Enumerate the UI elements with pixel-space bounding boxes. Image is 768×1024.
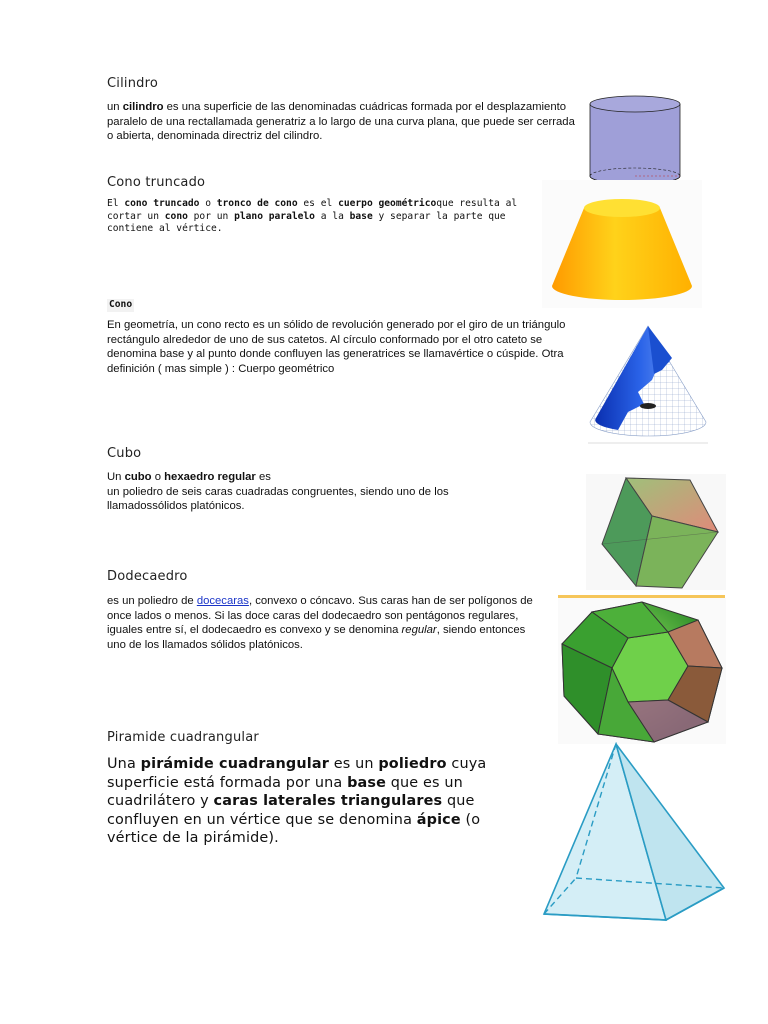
piramide-paragraph: [107, 755, 499, 848]
cono-paragraph: En geometría, un cono recto es un sólido de revolución generado por el giro de un triángulo rectángulo alrededor de uno de sus catetos. Al círculo conformado por el otro cateto se denomina base y al punto donde confluyen las generatrices se llamavértice o cúspide. Otra definición ( mas simple ) : Cuerpo geométrico: [107, 319, 566, 375]
ct-bold-6: base: [349, 210, 373, 222]
dodeca-text-2: , convexo o cóncavo. Sus caras han de ser polígonos de once lados o menos. Si las doce caras del dodecaedro son pentágonos regulares, iguales entre sí, el dodecaedro es convexo y se denomina: [107, 595, 533, 637]
cilindro-heading: Cilindro: [107, 76, 159, 91]
cilindro-text-1: un: [107, 101, 123, 113]
dodecaedro-paragraph: [107, 594, 547, 652]
cono-heading: [107, 299, 134, 312]
square-pyramid-illustration: [540, 742, 730, 924]
cono-heading-text: Cono: [109, 299, 133, 310]
cilindro-paragraph: [107, 100, 577, 144]
cilindro-bold: cilindro: [122, 101, 164, 113]
pir-text-1: Una: [107, 756, 141, 772]
docecaras-link[interactable]: docecaras: [196, 595, 249, 607]
ct-text-1: El: [107, 198, 125, 209]
ct-bold-2: tronco de cono: [216, 198, 298, 209]
dodeca-italic: regular: [401, 624, 437, 637]
pir-text-3: cuya superficie está formada por una: [107, 756, 487, 791]
cone-illustration: [588, 322, 708, 444]
cubo-line-2: un poliedro de seis caras cuadradas congruentes, siendo uno de los llamadossólidos platónicos.: [107, 485, 449, 513]
ct-text-2: o: [199, 198, 217, 209]
cubo-bold-1: cubo: [124, 471, 152, 483]
pir-bold-1: pirámide cuadrangular: [140, 756, 329, 772]
pir-bold-4: caras laterales triangulares: [213, 793, 443, 810]
ct-bold-4: cono: [164, 210, 188, 222]
ct-text-3: es el: [297, 198, 339, 209]
cono-truncado-heading: Cono truncado: [107, 175, 206, 190]
cono-truncado-paragraph: [107, 198, 532, 236]
dodecaedro-heading: Dodecaedro: [107, 569, 188, 584]
ct-text-5: por un: [187, 210, 235, 222]
cubo-text-3: es: [255, 471, 271, 483]
ct-bold-5: plano paralelo: [234, 210, 315, 222]
pir-text-4: que es un cuadrilátero y: [107, 774, 463, 810]
piramide-heading: Piramide cuadrangular: [107, 730, 259, 745]
pir-text-5: que confluyen en un vértice que se denomina: [107, 793, 475, 828]
ct-text-4: que resulta al cortar un: [107, 198, 518, 222]
pir-text-2: es un: [328, 756, 379, 772]
pir-bold-5: ápice: [416, 811, 461, 828]
dodeca-text-3: , siendo entonces uno de los llamados sólidos platónicos.: [107, 624, 526, 651]
pir-bold-3: base: [347, 774, 387, 791]
cubo-paragraph: [107, 470, 527, 514]
cubo-text-1: Un: [107, 471, 125, 483]
ct-bold-1: cono truncado: [124, 198, 200, 209]
truncated-cone-illustration: [542, 180, 702, 308]
ct-bold-3: cuerpo geométrico: [338, 198, 437, 209]
dodecahedron-illustration: [558, 598, 726, 744]
cubo-bold-2: hexaedro regular: [164, 471, 256, 483]
pir-text-6: (o vértice de la pirámide).: [107, 811, 481, 847]
dodeca-text-1: es un poliedro de: [107, 595, 197, 607]
ct-text-6: a la: [314, 210, 350, 222]
cilindro-text-2: es una superficie de las denominadas cuádricas formada por el desplazamiento paralelo de una rectallamada generatriz a lo largo de una curva plana, que puede ser cerrada o abierta, denominada directriz del cilindro.: [107, 101, 575, 143]
cubo-heading: Cubo: [107, 446, 142, 461]
pir-bold-2: poliedro: [378, 756, 447, 772]
ct-text-7: y separar la parte que contiene al vértice.: [107, 210, 506, 234]
cylinder-illustration: [585, 92, 685, 182]
cube-illustration: [586, 474, 726, 590]
cubo-text-2: o: [151, 471, 165, 483]
